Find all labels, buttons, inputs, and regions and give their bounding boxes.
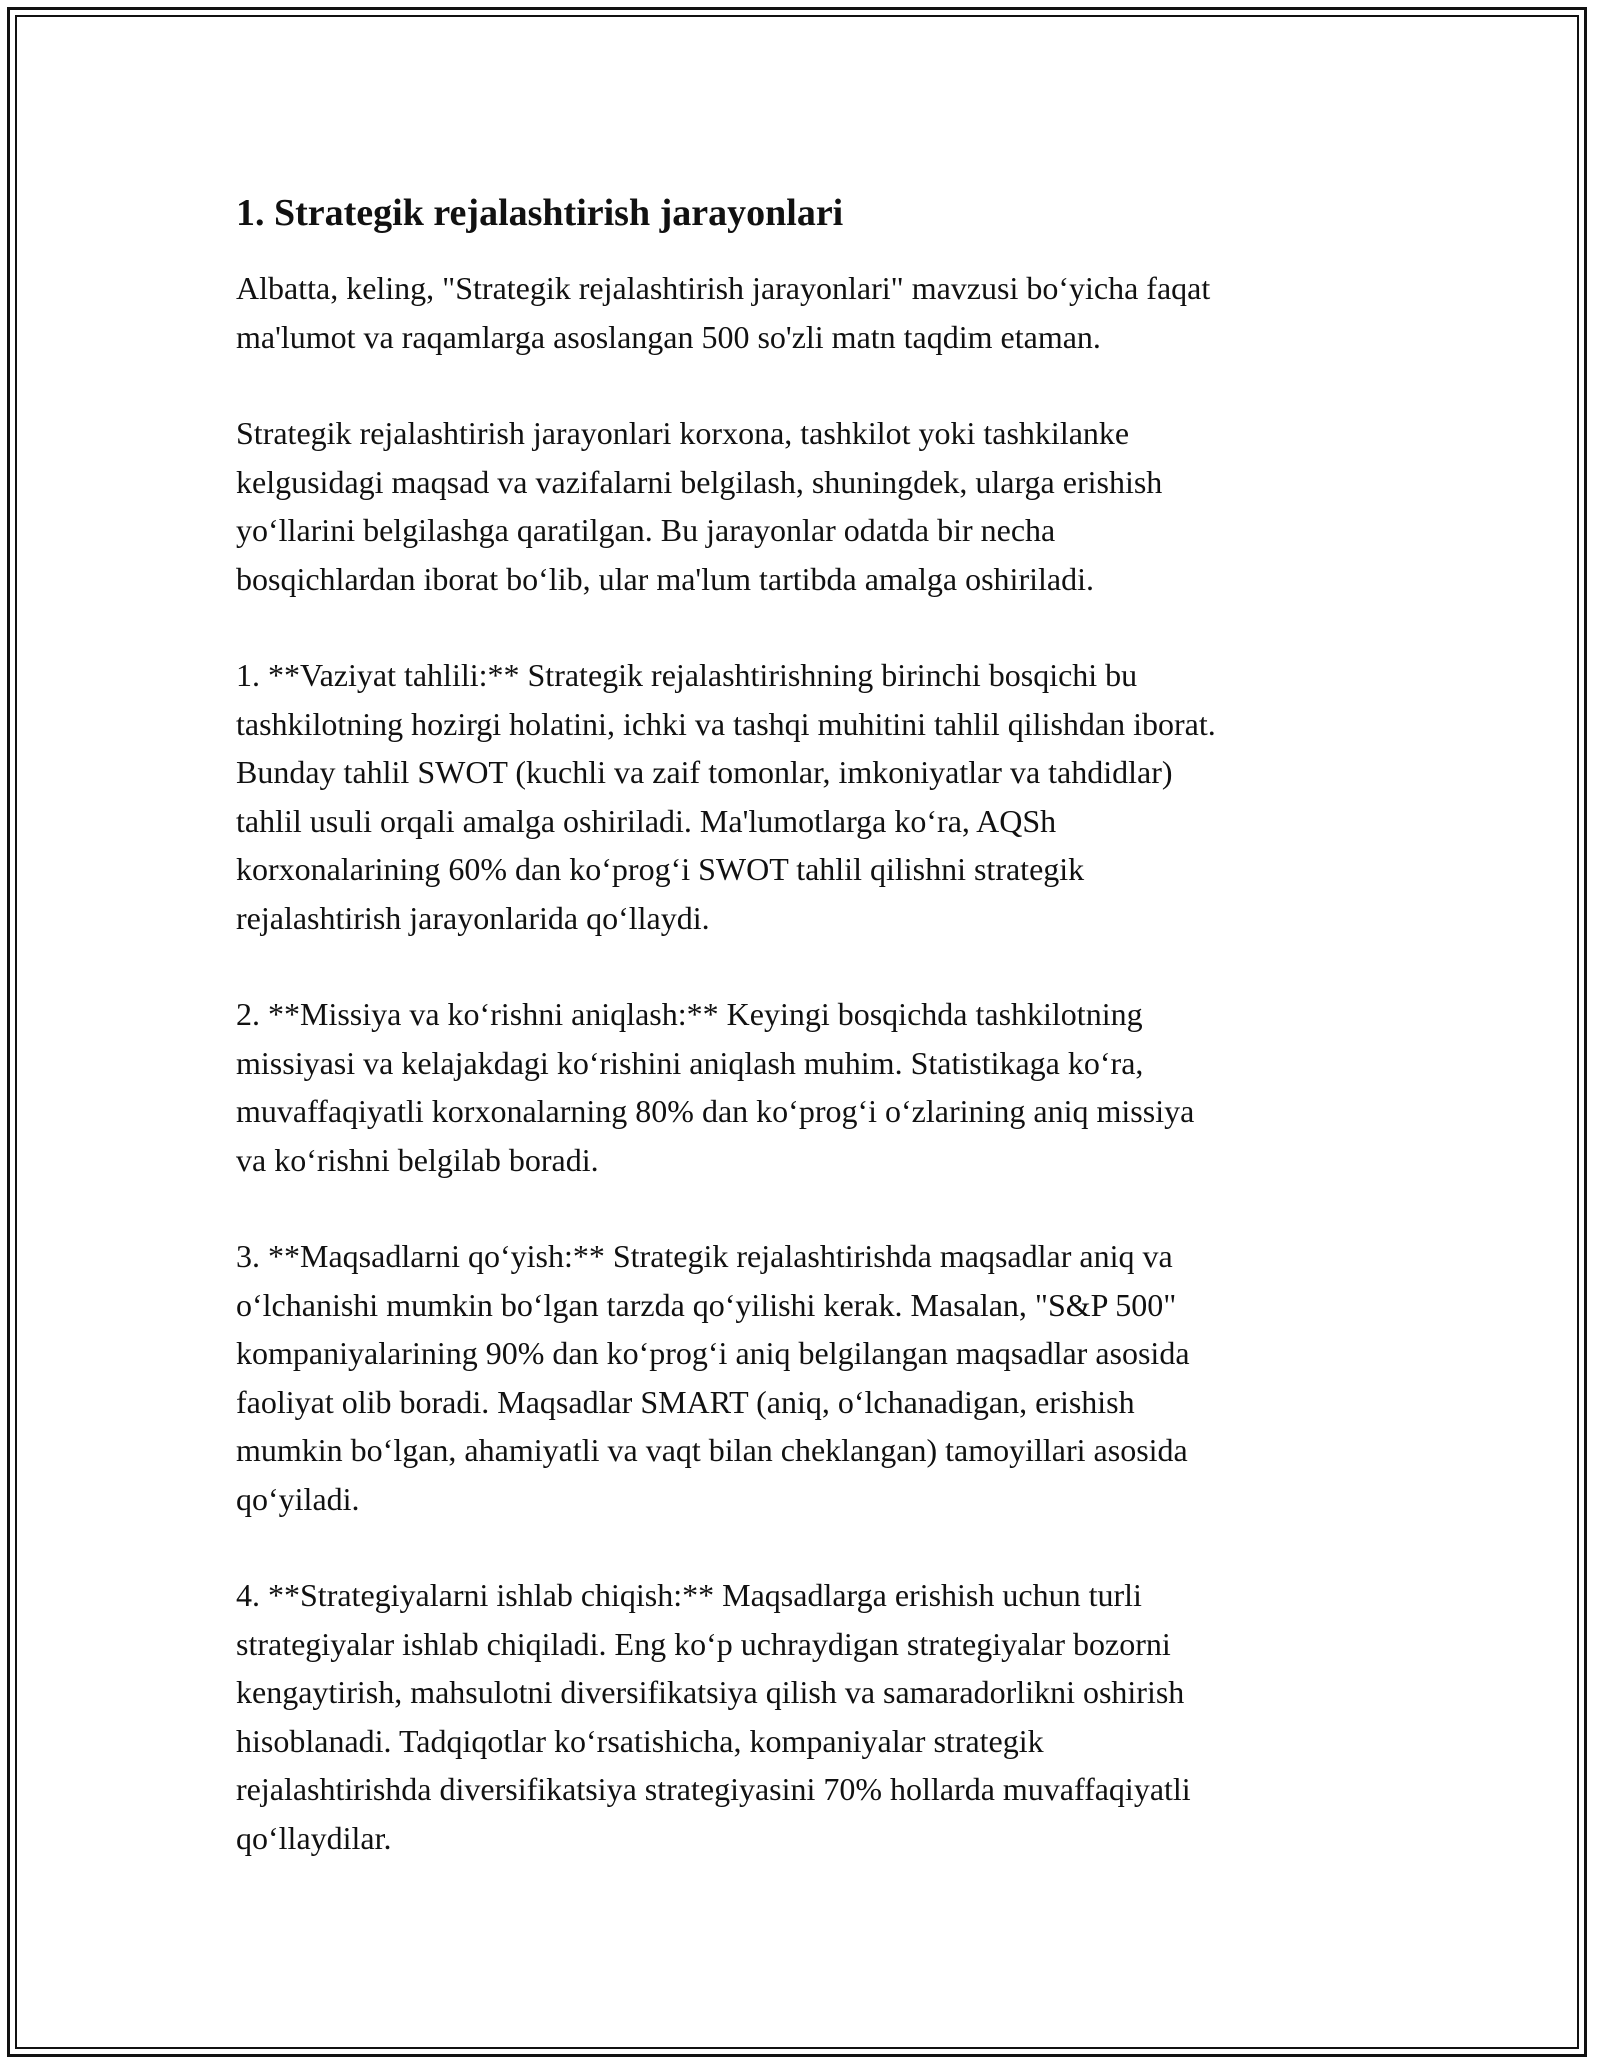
paragraph-intro: Albatta, keling, "Strategik rejalashtirish jarayonlari" mavzusi bo‘yicha faqat ma'lumot va raqamlarga asoslangan 500 so'zli matn taqdim etaman. (236, 270, 1211, 355)
paragraph-step-3: 3. **Maqsadlarni qo‘yish:** Strategik rejalashtirishda maqsadlar aniq va o‘lchanishi mumkin bo‘lgan tarzda qo‘yilishi kerak. Masalan, "S&P 500" kompaniyalarining 90% dan ko‘prog‘i aniq belgilangan maqsadlar asosida faoliyat olib boradi. Maqsadlar SMART (aniq, o‘lchanadigan, erishish mumkin bo‘lgan, ahamiyatli va vaqt bilan cheklangan) tamoyillari asosida qo‘yiladi. (236, 1238, 1190, 1517)
paragraph-step-1: 1. **Vaziyat tahlili:** Strategik rejalashtirishning birinchi bosqichi bu tashkilotning hozirgi holatini, ichki va tashqi muhitini tahlil qilishdan iborat. Bunday tahlil SWOT (kuchli va zaif tomonlar, imkoniyatlar va tahdidlar) tahlil usuli orqali amalga oshiriladi. Ma'lumotlarga ko‘ra, AQSh korxonalarining 60% dan ko‘prog‘i SWOT tahlil qilishni strategik rejalashtirish jarayonlarida qo‘llaydi. (236, 657, 1216, 936)
paragraph-step-2: 2. **Missiya va ko‘rishni aniqlash:** Keyingi bosqichda tashkilotning missiyasi va kelajakdagi ko‘rishini aniqlash muhim. Statistikaga ko‘ra, muvaffaqiyatli korxonalarning 80% dan ko‘prog‘i o‘zlarining aniq missiya va ko‘rishni belgilab boradi. (236, 996, 1195, 1178)
document-body (236, 188, 1366, 1910)
paragraph-step-4: 4. **Strategiyalarni ishlab chiqish:** Maqsadlarga erishish uchun turli strategiyalar ishlab chiqiladi. Eng ko‘p uchraydigan strategiyalar bozorni kengaytirish, mahsulotni diversifikatsiya qilish va samaradorlikni oshirish hisoblanadi. Tadqiqotlar ko‘rsatishicha, kompaniyalar strategik rejalashtirishda diversifikatsiya strategiyasini 70% hollarda muvaffaqiyatli qo‘llaydilar. (236, 1577, 1191, 1856)
document-title: 1. Strategik rejalashtirish jarayonlari (236, 192, 844, 234)
paragraph-overview: Strategik rejalashtirish jarayonlari korxona, tashkilot yoki tashkilanke kelgusidagi maqsad va vazifalarni belgilash, shuningdek, ularga erishish yo‘llarini belgilashga qaratilgan. Bu jarayonlar odatda bir necha bosqichlardan iborat bo‘lib, ular ma'lum tartibda amalga oshiriladi. (236, 415, 1163, 597)
